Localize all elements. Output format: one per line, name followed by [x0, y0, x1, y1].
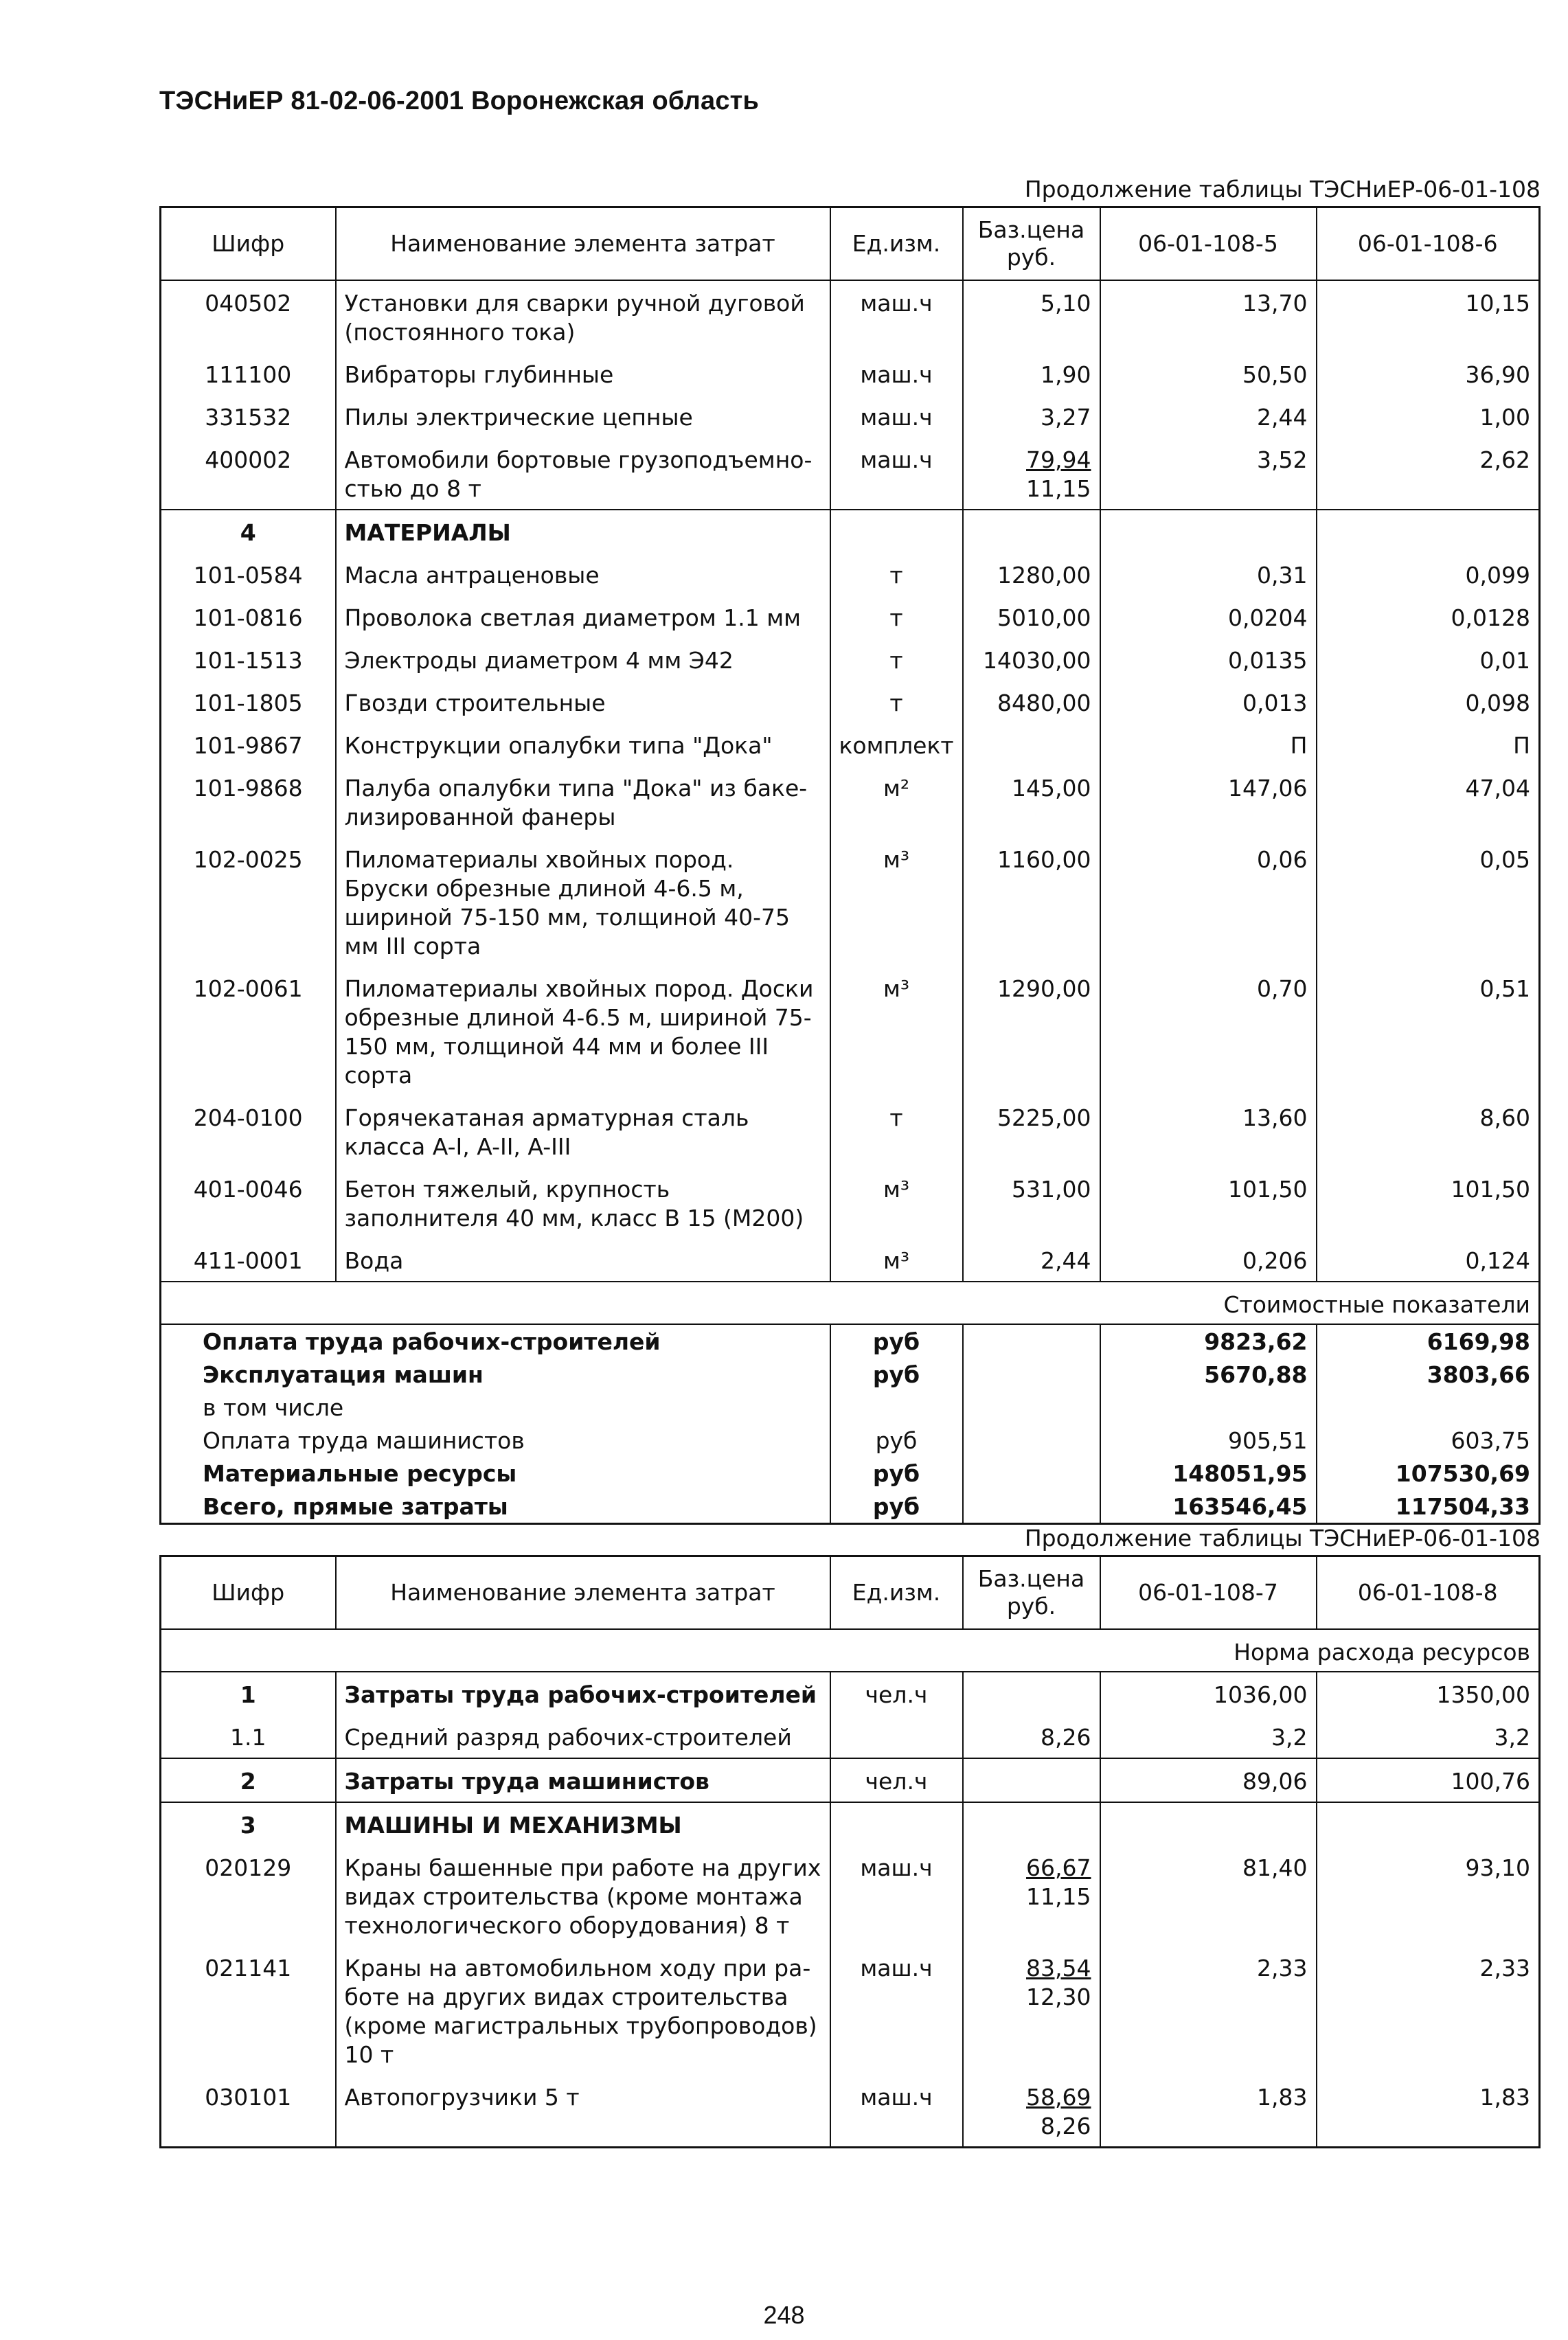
norm-value-a: 0,0135: [1100, 638, 1317, 681]
unit-of-measure: м³: [830, 837, 963, 966]
table-row: [161, 1095, 1540, 1167]
resource-norm-label: Норма расхода ресурсов: [161, 1629, 1540, 1672]
resource-code: 101-9867: [161, 723, 336, 766]
norm-value-a: 3,52: [1100, 438, 1317, 510]
norm-value-b: 0,51: [1317, 966, 1540, 1095]
machinist-wage-value: 11,15: [1026, 1883, 1091, 1910]
norm-value-a: 13,70: [1100, 280, 1317, 352]
norm-value-b: 0,0128: [1317, 595, 1540, 638]
summary-unit: [830, 1391, 963, 1424]
resource-table-2: [159, 1555, 1541, 2148]
resource-code: 411-0001: [161, 1238, 336, 1282]
base-price: [963, 352, 1100, 395]
norm-value-b: 0,01: [1317, 638, 1540, 681]
section-label-row: [161, 1282, 1540, 1324]
resource-code: 101-9868: [161, 766, 336, 837]
table-row: [161, 438, 1540, 510]
table2-header-row: [161, 1556, 1540, 1630]
unit-of-measure: т: [830, 638, 963, 681]
summary-label: Оплата труда машинистов: [161, 1424, 830, 1457]
table1-header-row: [161, 207, 1540, 281]
resource-name: Затраты труда машинистов: [336, 1758, 830, 1802]
norm-value-b: 0,099: [1317, 553, 1540, 595]
table-row: [161, 837, 1540, 966]
summary-row: [161, 1457, 1540, 1490]
unit-of-measure: маш.ч: [830, 1946, 963, 2075]
norm-value-b: 0,05: [1317, 837, 1540, 966]
table-row: [161, 638, 1540, 681]
col-header-price: Баз.цена руб.: [963, 207, 1100, 281]
base-price: [963, 2075, 1100, 2148]
base-price-value: 79,94: [1026, 446, 1091, 473]
resource-name: Вибраторы глубинные: [336, 352, 830, 395]
resource-code: 102-0061: [161, 966, 336, 1095]
norm-value-a: 0,31: [1100, 553, 1317, 595]
table-row: [161, 1167, 1540, 1238]
unit-of-measure: комплект: [830, 723, 963, 766]
norm-value-a: 1,83: [1100, 2075, 1317, 2148]
table2-body: [161, 1629, 1540, 2148]
col-header-code: Шифр: [161, 207, 336, 281]
norm-value-b: 93,10: [1317, 1845, 1540, 1946]
resource-code: 101-0584: [161, 553, 336, 595]
norm-value-b: 47,04: [1317, 766, 1540, 837]
resource-name: Пиломатериалы хвойных пород. Доски обрезные длиной 4-6.5 м, шириной 75-150 мм, толщиной 44 мм и более III сорта: [336, 966, 830, 1095]
norm-value-a: 1036,00: [1100, 1672, 1317, 1715]
table2-caption: Продолжение таблицы ТЭСНиЕР-06-01-108: [1024, 1525, 1541, 1552]
base-price: [963, 681, 1100, 723]
table-row: [161, 1715, 1540, 1758]
base-price-value: 66,67: [1026, 1854, 1091, 1881]
summary-empty: [963, 1324, 1100, 1358]
base-price: [963, 510, 1100, 553]
table-row: [161, 352, 1540, 395]
resource-code: 4: [161, 510, 336, 553]
norm-value-a: 13,60: [1100, 1095, 1317, 1167]
resource-code: 030101: [161, 2075, 336, 2148]
norm-value-b: 0,098: [1317, 681, 1540, 723]
table-row: [161, 2075, 1540, 2148]
resource-code: 101-1513: [161, 638, 336, 681]
base-price: [963, 837, 1100, 966]
summary-label: Оплата труда рабочих-строителей: [161, 1324, 830, 1358]
resource-code: 1: [161, 1672, 336, 1715]
unit-of-measure: маш.ч: [830, 395, 963, 438]
base-price: [963, 966, 1100, 1095]
summary-unit: руб: [830, 1490, 963, 1524]
base-price: [963, 1238, 1100, 1282]
base-price: [963, 1946, 1100, 2075]
base-price: [963, 553, 1100, 595]
summary-value-a: 5670,88: [1100, 1358, 1317, 1391]
unit-of-measure: маш.ч: [830, 1845, 963, 1946]
summary-unit: руб: [830, 1424, 963, 1457]
base-price-value: 1160,00: [997, 846, 1091, 873]
resource-name: Пилы электрические цепные: [336, 395, 830, 438]
resource-code: 331532: [161, 395, 336, 438]
table-row: [161, 280, 1540, 352]
col-header-norm-7: 06-01-108-7: [1100, 1556, 1317, 1630]
col-header-norm-5: 06-01-108-5: [1100, 207, 1317, 281]
unit-of-measure: маш.ч: [830, 280, 963, 352]
resource-name: Проволока светлая диаметром 1.1 мм: [336, 595, 830, 638]
resource-code: 400002: [161, 438, 336, 510]
table1-caption: Продолжение таблицы ТЭСНиЕР-06-01-108: [1024, 176, 1541, 203]
base-price: [963, 595, 1100, 638]
norm-value-b: 1350,00: [1317, 1672, 1540, 1715]
base-price: [963, 723, 1100, 766]
col-header-price: Баз.цена руб.: [963, 1556, 1100, 1630]
unit-of-measure: [830, 510, 963, 553]
unit-of-measure: [830, 1715, 963, 1758]
resource-code: 204-0100: [161, 1095, 336, 1167]
base-price-value: 5010,00: [997, 604, 1091, 631]
summary-value-b: 603,75: [1317, 1424, 1540, 1457]
summary-value-b: 117504,33: [1317, 1490, 1540, 1524]
base-price-value: 83,54: [1026, 1955, 1091, 1981]
norm-value-b: 8,60: [1317, 1095, 1540, 1167]
base-price-value: 1290,00: [997, 975, 1091, 1002]
norm-value-a: 2,33: [1100, 1946, 1317, 2075]
machinist-wage-value: 12,30: [1026, 1984, 1091, 2010]
resource-name: Краны на автомобильном ходу при ра-боте на других видах строительства (кроме магистральных трубопроводов) 10 т: [336, 1946, 830, 2075]
summary-row: [161, 1358, 1540, 1391]
section-label-row: [161, 1629, 1540, 1672]
base-price: [963, 395, 1100, 438]
resource-name: Гвозди строительные: [336, 681, 830, 723]
table-row: [161, 766, 1540, 837]
base-price: [963, 1845, 1100, 1946]
table-row: [161, 681, 1540, 723]
resource-code: 102-0025: [161, 837, 336, 966]
resource-code: 401-0046: [161, 1167, 336, 1238]
resource-name: Установки для сварки ручной дуговой (постоянного тока): [336, 280, 830, 352]
norm-value-a: 50,50: [1100, 352, 1317, 395]
norm-value-b: 1,00: [1317, 395, 1540, 438]
summary-row: [161, 1490, 1540, 1524]
resource-name: Средний разряд рабочих-строителей: [336, 1715, 830, 1758]
resource-name: Автомобили бортовые грузоподъемно-стью до 8 т: [336, 438, 830, 510]
norm-value-a: [1100, 1802, 1317, 1845]
summary-empty: [963, 1358, 1100, 1391]
base-price: [963, 1167, 1100, 1238]
table-row: [161, 1238, 1540, 1282]
base-price-value: 14030,00: [983, 647, 1091, 674]
resource-name: Автопогрузчики 5 т: [336, 2075, 830, 2148]
summary-label: Эксплуатация машин: [161, 1358, 830, 1391]
resource-code: 111100: [161, 352, 336, 395]
norm-value-b: 101,50: [1317, 1167, 1540, 1238]
cost-indicators-label: Стоимостные показатели: [161, 1282, 1540, 1324]
machinist-wage-value: 8,26: [1041, 2113, 1091, 2139]
summary-empty: [963, 1391, 1100, 1424]
summary-row: [161, 1391, 1540, 1424]
resource-name: МАШИНЫ И МЕХАНИЗМЫ: [336, 1802, 830, 1845]
norm-value-b: 3,2: [1317, 1715, 1540, 1758]
summary-unit: руб: [830, 1457, 963, 1490]
unit-of-measure: т: [830, 681, 963, 723]
norm-value-b: П: [1317, 723, 1540, 766]
resource-name: Пиломатериалы хвойных пород. Бруски обрезные длиной 4-6.5 м, шириной 75-150 мм, толщиной 40-75 мм III сорта: [336, 837, 830, 966]
summary-label: Всего, прямые затраты: [161, 1490, 830, 1524]
norm-value-a: 101,50: [1100, 1167, 1317, 1238]
summary-value-a: 148051,95: [1100, 1457, 1317, 1490]
summary-value-a: 163546,45: [1100, 1490, 1317, 1524]
base-price-value: 1280,00: [997, 562, 1091, 589]
base-price-value: 58,69: [1026, 2084, 1091, 2111]
resource-table-1: [159, 206, 1541, 1525]
resource-code: 101-1805: [161, 681, 336, 723]
base-price-value: 3,27: [1041, 404, 1091, 431]
unit-of-measure: т: [830, 553, 963, 595]
resource-name: Горячекатаная арматурная сталь класса A-I, A-II, A-III: [336, 1095, 830, 1167]
norm-value-b: [1317, 1802, 1540, 1845]
machinist-wage-value: 11,15: [1026, 475, 1091, 502]
col-header-norm-6: 06-01-108-6: [1317, 207, 1540, 281]
summary-unit: руб: [830, 1324, 963, 1358]
resource-name: Конструкции опалубки типа "Дока": [336, 723, 830, 766]
table-row: [161, 966, 1540, 1095]
summary-empty: [963, 1490, 1100, 1524]
unit-of-measure: м²: [830, 766, 963, 837]
unit-of-measure: м³: [830, 1238, 963, 1282]
norm-value-b: 0,124: [1317, 1238, 1540, 1282]
resource-name: Вода: [336, 1238, 830, 1282]
resource-name: Масла антраценовые: [336, 553, 830, 595]
base-price-value: 1,90: [1041, 361, 1091, 388]
resource-code: 3: [161, 1802, 336, 1845]
unit-of-measure: т: [830, 1095, 963, 1167]
norm-value-a: 0,013: [1100, 681, 1317, 723]
base-price: [963, 438, 1100, 510]
resource-code: 040502: [161, 280, 336, 352]
norm-value-a: 0,70: [1100, 966, 1317, 1095]
unit-of-measure: м³: [830, 1167, 963, 1238]
table-row: [161, 1758, 1540, 1802]
resource-name: МАТЕРИАЛЫ: [336, 510, 830, 553]
col-header-norm-8: 06-01-108-8: [1317, 1556, 1540, 1630]
resource-name: Электроды диаметром 4 мм Э42: [336, 638, 830, 681]
unit-of-measure: чел.ч: [830, 1672, 963, 1715]
summary-value-a: 905,51: [1100, 1424, 1317, 1457]
unit-of-measure: [830, 1802, 963, 1845]
summary-row: [161, 1424, 1540, 1457]
norm-value-b: 2,62: [1317, 438, 1540, 510]
col-header-unit: Ед.изм.: [830, 1556, 963, 1630]
norm-value-a: 3,2: [1100, 1715, 1317, 1758]
resource-name: Бетон тяжелый, крупность заполнителя 40 мм, класс В 15 (М200): [336, 1167, 830, 1238]
norm-value-a: 0,06: [1100, 837, 1317, 966]
table-row: [161, 1946, 1540, 2075]
summary-value-b: 6169,98: [1317, 1324, 1540, 1358]
summary-value-b: 107530,69: [1317, 1457, 1540, 1490]
summary-value-b: 3803,66: [1317, 1358, 1540, 1391]
table-row: [161, 553, 1540, 595]
unit-of-measure: маш.ч: [830, 438, 963, 510]
resource-code: 020129: [161, 1845, 336, 1946]
norm-value-a: 81,40: [1100, 1845, 1317, 1946]
resource-code: 101-0816: [161, 595, 336, 638]
norm-value-a: 89,06: [1100, 1758, 1317, 1802]
document-title: ТЭСНиЕР 81-02-06-2001 Воронежская область: [159, 87, 760, 115]
resource-name: Затраты труда рабочих-строителей: [336, 1672, 830, 1715]
table-row: [161, 1802, 1540, 1845]
base-price: [963, 638, 1100, 681]
resource-code: 2: [161, 1758, 336, 1802]
summary-unit: руб: [830, 1358, 963, 1391]
page-number: 248: [763, 2301, 805, 2329]
unit-of-measure: маш.ч: [830, 352, 963, 395]
col-header-code: Шифр: [161, 1556, 336, 1630]
base-price-value: 8,26: [1041, 1724, 1091, 1751]
table-row: [161, 595, 1540, 638]
base-price-value: 145,00: [1012, 775, 1091, 802]
norm-value-b: 2,33: [1317, 1946, 1540, 2075]
summary-label: в том числе: [161, 1391, 830, 1424]
norm-value-b: 100,76: [1317, 1758, 1540, 1802]
base-price-value: 8480,00: [997, 690, 1091, 716]
base-price-value: 2,44: [1041, 1247, 1091, 1274]
table1-body: [161, 280, 1540, 1524]
table-row: [161, 395, 1540, 438]
base-price: [963, 1758, 1100, 1802]
table-row: [161, 510, 1540, 553]
summary-value-a: [1100, 1391, 1317, 1424]
norm-value-b: [1317, 510, 1540, 553]
norm-value-b: 1,83: [1317, 2075, 1540, 2148]
norm-value-a: 0,206: [1100, 1238, 1317, 1282]
base-price-value: 531,00: [1012, 1176, 1091, 1203]
summary-label: Материальные ресурсы: [161, 1457, 830, 1490]
summary-value-a: 9823,62: [1100, 1324, 1317, 1358]
norm-value-a: 0,0204: [1100, 595, 1317, 638]
unit-of-measure: м³: [830, 966, 963, 1095]
table-row: [161, 723, 1540, 766]
unit-of-measure: чел.ч: [830, 1758, 963, 1802]
norm-value-b: 10,15: [1317, 280, 1540, 352]
table-row: [161, 1845, 1540, 1946]
norm-value-a: П: [1100, 723, 1317, 766]
norm-value-a: [1100, 510, 1317, 553]
resource-name: Палуба опалубки типа "Дока" из баке-лизированной фанеры: [336, 766, 830, 837]
base-price: [963, 766, 1100, 837]
col-header-name: Наименование элемента затрат: [336, 207, 830, 281]
summary-empty: [963, 1424, 1100, 1457]
resource-code: 021141: [161, 1946, 336, 2075]
norm-value-a: 2,44: [1100, 395, 1317, 438]
base-price: [963, 1802, 1100, 1845]
base-price-value: 5,10: [1041, 290, 1091, 317]
norm-value-a: 147,06: [1100, 766, 1317, 837]
norm-value-b: 36,90: [1317, 352, 1540, 395]
summary-row: [161, 1324, 1540, 1358]
col-header-name: Наименование элемента затрат: [336, 1556, 830, 1630]
resource-name: Краны башенные при работе на других видах строительства (кроме монтажа технологического оборудования) 8 т: [336, 1845, 830, 1946]
base-price: [963, 280, 1100, 352]
base-price-value: 5225,00: [997, 1104, 1091, 1131]
base-price: [963, 1672, 1100, 1715]
summary-value-b: [1317, 1391, 1540, 1424]
col-header-unit: Ед.изм.: [830, 207, 963, 281]
unit-of-measure: маш.ч: [830, 2075, 963, 2148]
table-row: [161, 1672, 1540, 1715]
summary-empty: [963, 1457, 1100, 1490]
base-price: [963, 1095, 1100, 1167]
resource-code: 1.1: [161, 1715, 336, 1758]
unit-of-measure: т: [830, 595, 963, 638]
base-price: [963, 1715, 1100, 1758]
